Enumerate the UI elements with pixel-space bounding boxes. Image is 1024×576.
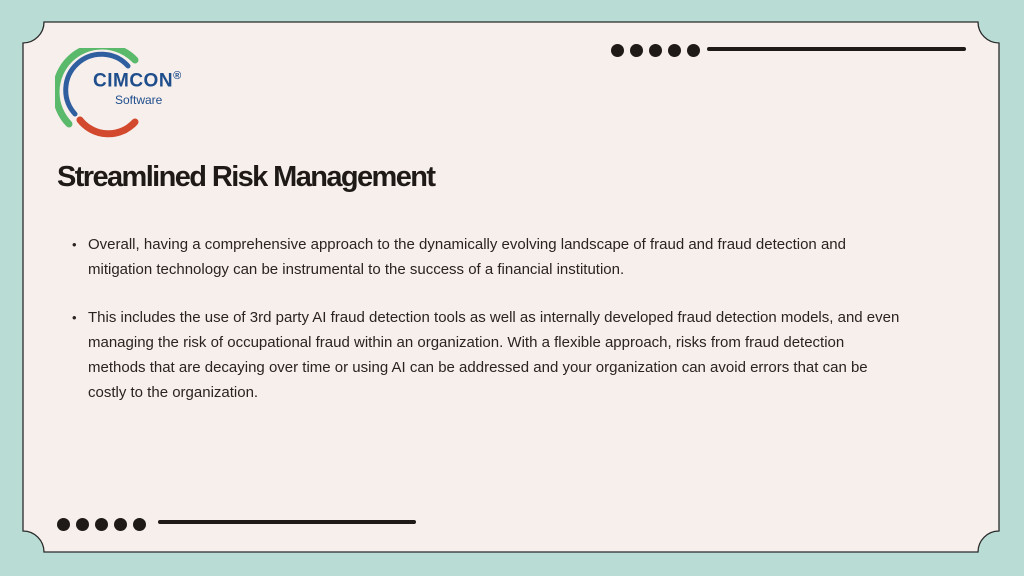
decorative-rule-bottom [158,520,416,524]
dot-icon [687,44,700,57]
bullet-item [72,305,902,405]
slide-title: Streamlined Risk Management [57,161,435,193]
bullet-icon: • [72,310,77,325]
logo-subtitle: Software [115,93,163,107]
dot-icon [630,44,643,57]
dot-icon [114,518,127,531]
bullet-icon: • [72,237,77,252]
logo-wordmark: CIMCON® [93,70,182,92]
decorative-rule-top [707,47,966,51]
decorative-dots-bottom [57,516,152,534]
cimcon-logo [55,48,185,138]
dot-icon [611,44,624,57]
bullet-list [72,232,902,428]
dot-icon [95,518,108,531]
dot-icon [76,518,89,531]
dot-icon [649,44,662,57]
dot-icon [668,44,681,57]
bullet-text: Overall, having a comprehensive approach to the dynamically evolving landscape of fraud and fraud detection and mitigation technology can be instrumental to the success of a financial institution. [88,236,846,278]
bullet-item [72,232,902,282]
bullet-text: This includes the use of 3rd party AI fraud detection tools as well as internally developed fraud detection models, and even managing the risk of occupational fraud within an organization. With a flexible approach, risks from fraud detection methods that are decaying over time or using AI can be addressed and your organization can avoid errors that can be costly to the organization. [88,309,900,401]
dot-icon [133,518,146,531]
decorative-dots-top [611,42,706,60]
dot-icon [57,518,70,531]
